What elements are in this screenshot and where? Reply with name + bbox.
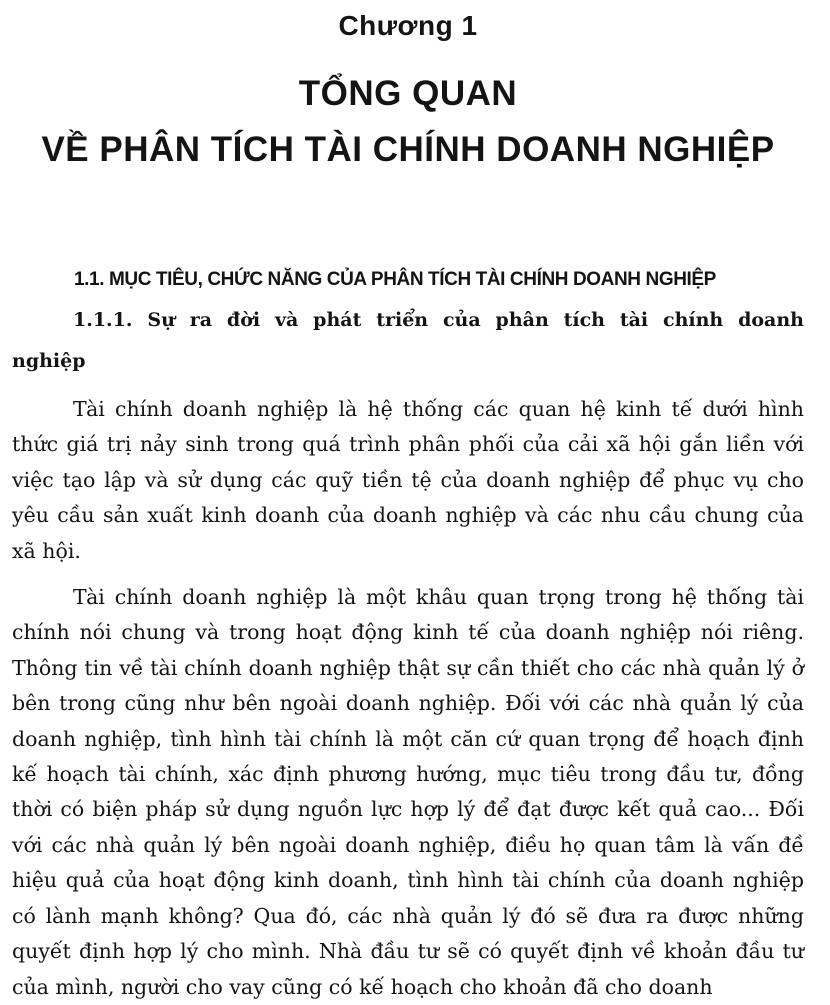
chapter-title-line-2: VỀ PHÂN TÍCH TÀI CHÍNH DOANH NGHIỆP	[41, 130, 775, 169]
chapter-label: Chương 1	[338, 10, 478, 41]
body-paragraph-1: Tài chính doanh nghiệp là hệ thống các quan hệ kinh tế dưới hình thức giá trị nảy sinh trong quá trình phân phối của cải xã hội gắn liền với việc tạo lập và sử dụng các quỹ tiền tệ của doanh nghiệp để phục vụ cho yêu cầu sản xuất kinh doanh của doanh nghiệp và các nhu cầu chung của xã hội.	[12, 397, 804, 563]
subsection-heading: 1.1.1. Sự ra đời và phát triển của phân tích tài chính doanh nghiệp	[12, 309, 804, 372]
section-heading: 1.1. MỤC TIÊU, CHỨC NĂNG CỦA PHÂN TÍCH TÀI CHÍNH DOANH NGHIỆP	[74, 269, 716, 290]
body-paragraph-2: Tài chính doanh nghiệp là một khâu quan trọng trong hệ thống tài chính nói chung và trong hoạt động kinh tế của doanh nghiệp nói riêng. Thông tin về tài chính doanh nghiệp thật sự cần thiết cho các nhà quản lý ở bên trong cũng như bên ngoài doanh nghiệp. Đối với các nhà quản lý của doanh nghiệp, tình hình tài chính là một căn cứ quan trọng để hoạch định kế hoạch tài chính, xác định phương hướng, mục tiêu trong đầu tư, đồng thời có biện pháp sử dụng nguồn lực hợp lý để đạt được kết quả cao... Đối với các nhà quản lý bên ngoài doanh nghiệp, điều họ quan tâm là vấn đề hiệu quả của hoạt động kinh doanh, tình hình tài chính của doanh nghiệp có lành mạnh không? Qua đó, các nhà quản lý đó sẽ đưa ra được những quyết định hợp lý cho mình. Nhà đầu tư sẽ có quyết định về khoản đầu tư của mình, người cho vay cũng có kế hoạch cho khoản đã cho doanh	[12, 585, 804, 999]
chapter-title-line-1: TỔNG QUAN	[298, 74, 518, 113]
